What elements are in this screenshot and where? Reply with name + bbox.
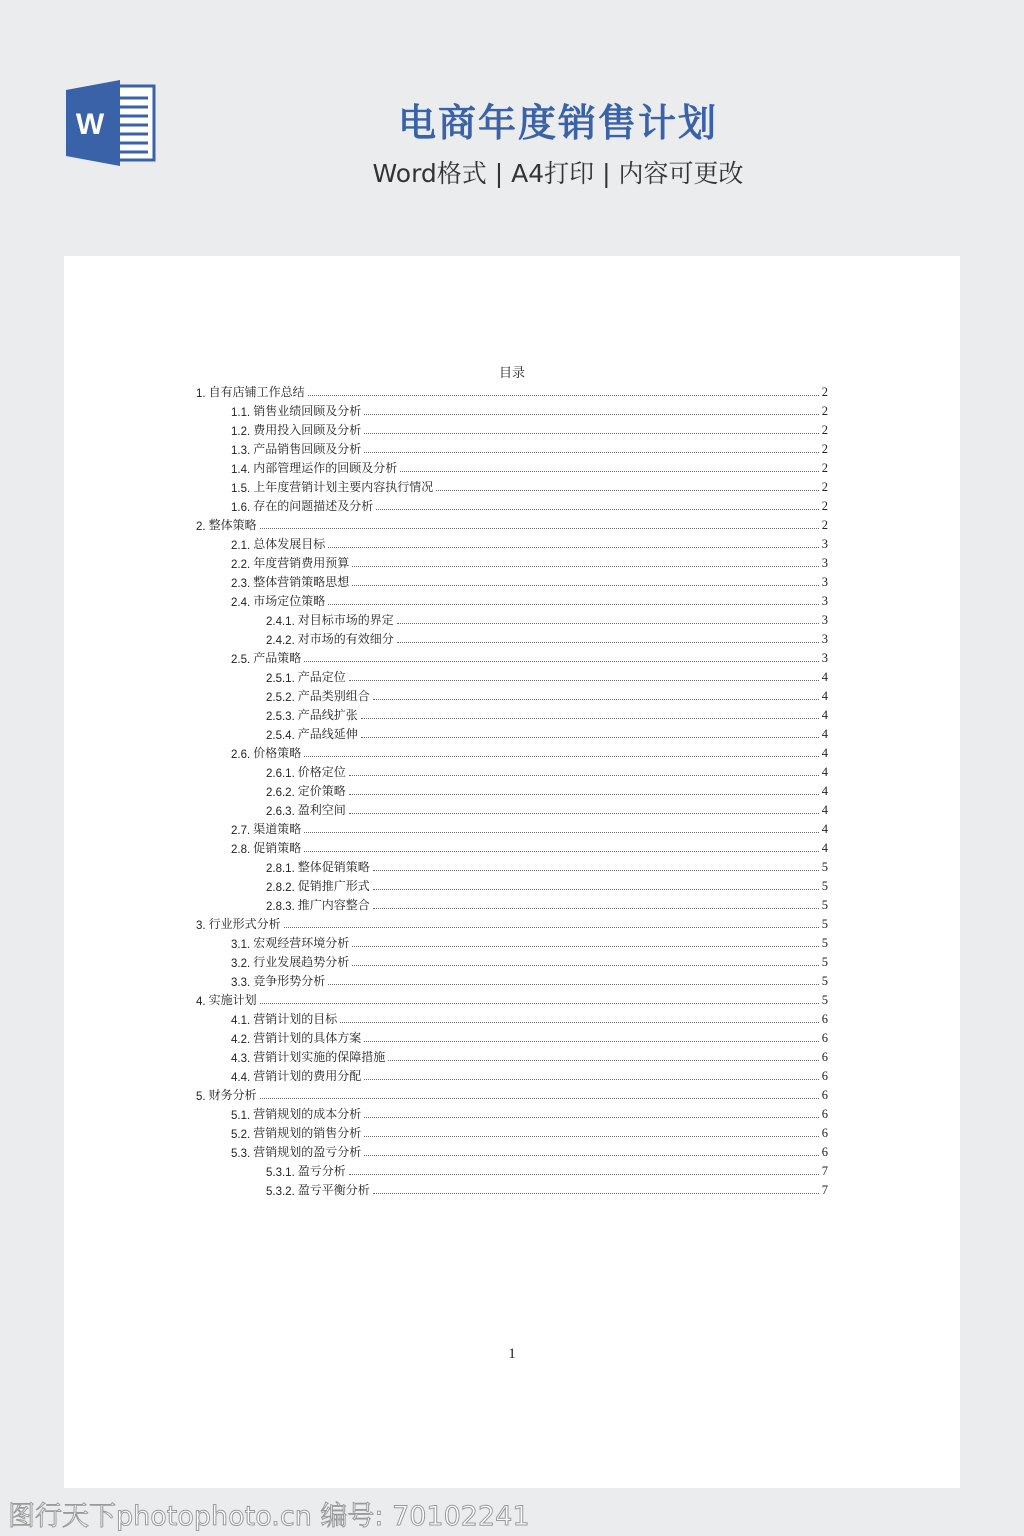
toc-entry-page: 5 (821, 993, 828, 1007)
toc-entry-title: 总体发展目标 (253, 537, 326, 551)
toc-leader-dots (364, 1135, 819, 1137)
toc-entry[interactable] (231, 534, 828, 552)
toc-entry-number: 2.6.2. (266, 787, 295, 799)
toc-entry-number: 2.5. (231, 654, 251, 666)
toc-entry[interactable] (266, 895, 828, 913)
toc-entry[interactable] (231, 496, 828, 514)
toc-entry-number: 2.8.3. (266, 901, 295, 913)
toc-entry[interactable] (231, 952, 828, 970)
toc-entry-number: 5.1. (231, 1110, 251, 1122)
toc-entry[interactable] (266, 1161, 828, 1179)
toc-leader-dots (436, 489, 819, 491)
toc-entry-number: 2.5.1. (266, 673, 295, 685)
toc-entry-page: 2 (821, 518, 828, 532)
toc-entry-number: 4.1. (231, 1015, 251, 1027)
toc-entry-page: 4 (821, 822, 828, 836)
toc-entry-title: 实施计划 (208, 993, 257, 1007)
toc-leader-dots (364, 1116, 819, 1118)
toc-entry-page: 5 (821, 974, 828, 988)
word-logo-icon (66, 80, 158, 166)
toc-entry-title: 财务分析 (208, 1088, 257, 1102)
toc-entry-page: 4 (821, 784, 828, 798)
toc-entry-page: 3 (821, 632, 828, 646)
toc-entry[interactable] (196, 515, 828, 533)
toc-entry-number: 2.4.2. (266, 635, 295, 647)
toc-leader-dots (364, 451, 819, 453)
toc-entry-number: 2.4. (231, 597, 251, 609)
toc-entry-number: 2.1. (231, 540, 251, 552)
toc-leader-dots (373, 1192, 819, 1194)
toc-entry[interactable] (231, 838, 828, 856)
toc-leader-dots (361, 736, 819, 738)
toc-entry[interactable] (266, 800, 828, 818)
toc-entry[interactable] (231, 1009, 828, 1027)
toc-entry-title: 对市场的有效细分 (297, 632, 394, 646)
toc-leader-dots (304, 831, 819, 833)
toc-entry-page: 3 (821, 575, 828, 589)
toc-entry[interactable] (196, 914, 828, 932)
toc-leader-dots (349, 679, 819, 681)
toc-leader-dots (352, 565, 819, 567)
toc-entry-number: 1.3. (231, 445, 251, 457)
toc-entry[interactable] (266, 705, 828, 723)
toc-entry-page: 4 (821, 670, 828, 684)
toc-leader-dots (352, 964, 819, 966)
toc-entry[interactable] (266, 1180, 828, 1198)
toc-leader-dots (400, 470, 819, 472)
toc-entry-page: 5 (821, 898, 828, 912)
toc-entry[interactable] (231, 458, 828, 476)
toc-entry-page: 3 (821, 613, 828, 627)
toc-entry[interactable] (196, 1085, 828, 1103)
toc-entry-number: 3.3. (231, 977, 251, 989)
toc-entry[interactable] (231, 743, 828, 761)
toc-entry[interactable] (266, 762, 828, 780)
toc-entry-page: 6 (821, 1145, 828, 1159)
toc-entry-page: 4 (821, 727, 828, 741)
toc-leader-dots (364, 1154, 819, 1156)
toc-leader-dots (364, 1040, 819, 1042)
toc-entry-title: 营销计划的目标 (253, 1012, 338, 1026)
toc-leader-dots (397, 641, 819, 643)
toc-entry-title: 促销推广形式 (297, 879, 370, 893)
toc-entry[interactable] (266, 724, 828, 742)
toc-leader-dots (304, 660, 819, 662)
toc-leader-dots (328, 603, 819, 605)
toc-entry-number: 1.1. (231, 407, 251, 419)
toc-entry-title: 产品策略 (253, 651, 302, 665)
toc-entry-number: 3.1. (231, 939, 251, 951)
toc-entry-page: 6 (821, 1069, 828, 1083)
toc-entry-page: 6 (821, 1126, 828, 1140)
toc-entry-number: 5.3. (231, 1148, 251, 1160)
toc-entry-title: 产品线延伸 (297, 727, 358, 741)
toc-entry-number: 2.5.2. (266, 692, 295, 704)
toc-entry-number: 2.8. (231, 844, 251, 856)
toc-entry[interactable] (231, 1123, 828, 1141)
toc-entry-page: 3 (821, 556, 828, 570)
toc-entry-title: 推广内容整合 (297, 898, 370, 912)
toc-entry-page: 4 (821, 765, 828, 779)
toc-entry-page: 2 (821, 404, 828, 418)
toc-entry-page: 4 (821, 803, 828, 817)
toc-entry[interactable] (231, 553, 828, 571)
toc-entry-page: 2 (821, 499, 828, 513)
toc-entry-title: 营销规划的销售分析 (253, 1126, 362, 1140)
toc-entry-page: 4 (821, 841, 828, 855)
page-title: 电商年度销售计划 (397, 101, 718, 145)
toc-entry-title: 价格定位 (297, 765, 346, 779)
toc-entry-page: 3 (821, 594, 828, 608)
toc-entry-title: 宏观经营环境分析 (253, 936, 350, 950)
toc-entry-page: 6 (821, 1088, 828, 1102)
toc-entry-title: 产品类别组合 (297, 689, 370, 703)
toc-leader-dots (388, 1059, 819, 1061)
toc-entry[interactable] (196, 382, 828, 400)
toc-entry[interactable] (266, 629, 828, 647)
toc-entry-title: 对目标市场的界定 (297, 613, 394, 627)
toc-entry-title: 营销规划的盈亏分析 (253, 1145, 362, 1159)
toc-entry-number: 1.6. (231, 502, 251, 514)
toc-entry[interactable] (231, 933, 828, 951)
toc-entry-title: 促销策略 (253, 841, 302, 855)
toc-entry-number: 2.6.1. (266, 768, 295, 780)
toc-leader-dots (340, 1021, 819, 1023)
toc-leader-dots (373, 907, 819, 909)
toc-entry-title: 市场定位策略 (253, 594, 326, 608)
toc-entry-number: 4.2. (231, 1034, 251, 1046)
toc-entry[interactable] (231, 1047, 828, 1065)
toc-leader-dots (328, 983, 819, 985)
toc-entry-title: 产品销售回顾及分析 (253, 442, 362, 456)
toc-entry-number: 2.2. (231, 559, 251, 571)
toc-entry[interactable] (231, 1142, 828, 1160)
toc-entry-page: 3 (821, 537, 828, 551)
toc-entry[interactable] (266, 667, 828, 685)
toc-entry-number: 4.3. (231, 1053, 251, 1065)
toc-entry-page: 5 (821, 879, 828, 893)
toc-leader-dots (349, 1173, 819, 1175)
toc-entry[interactable] (231, 1104, 828, 1122)
toc-leader-dots (304, 850, 819, 852)
toc-entry-title: 费用投入回顾及分析 (253, 423, 362, 437)
toc-entry-page: 7 (821, 1164, 828, 1178)
toc-entry-number: 1. (196, 388, 206, 400)
toc-entry-page: 6 (821, 1050, 828, 1064)
toc-entry-title: 盈亏分析 (297, 1164, 346, 1178)
toc-entry-page: 2 (821, 442, 828, 456)
toc-leader-dots (364, 1078, 819, 1080)
toc-entry-title: 行业发展趋势分析 (253, 955, 350, 969)
toc-leader-dots (284, 926, 819, 928)
toc-entry-page: 2 (821, 480, 828, 494)
toc-entry-number: 1.4. (231, 464, 251, 476)
toc-entry-page: 6 (821, 1012, 828, 1026)
page-subtitle: Word格式 | A4打印 | 内容可更改 (372, 159, 744, 188)
toc-leader-dots (361, 717, 819, 719)
toc-entry-number: 2.5.4. (266, 730, 295, 742)
toc-entry[interactable] (231, 971, 828, 989)
toc-entry[interactable] (231, 420, 828, 438)
toc-entry-title: 定价策略 (297, 784, 346, 798)
toc-entry-page: 6 (821, 1031, 828, 1045)
toc-entry-page: 4 (821, 708, 828, 722)
watermark: 图行天下photophoto.cn 编号: 70102241 (8, 1501, 530, 1532)
toc-leader-dots (349, 793, 819, 795)
toc-title: 目录 (498, 366, 525, 381)
logo-letter: W (75, 108, 105, 141)
toc-entry[interactable] (231, 439, 828, 457)
toc-entry-page: 4 (821, 746, 828, 760)
toc-leader-dots (260, 1097, 819, 1099)
toc-entry-page: 2 (821, 423, 828, 437)
toc-leader-dots (352, 584, 819, 586)
toc-entry-title: 存在的问题描述及分析 (253, 499, 374, 513)
toc-entry[interactable] (231, 572, 828, 590)
toc-leader-dots (308, 394, 819, 396)
toc-entry[interactable] (231, 1028, 828, 1046)
toc-entry-title: 营销计划的费用分配 (253, 1069, 362, 1083)
toc-entry-title: 产品线扩张 (297, 708, 358, 722)
toc-entry[interactable] (266, 876, 828, 894)
toc-entry-number: 5.3.2. (266, 1186, 295, 1198)
toc-entry-title: 内部管理运作的回顾及分析 (253, 461, 398, 475)
toc-leader-dots (373, 888, 819, 890)
toc-leader-dots (373, 869, 819, 871)
toc-entry-page: 7 (821, 1183, 828, 1197)
toc-entry-number: 1.2. (231, 426, 251, 438)
toc-entry-title: 年度营销费用预算 (253, 556, 350, 570)
toc-entry[interactable] (231, 1066, 828, 1084)
document-page (64, 256, 960, 1488)
toc-entry-number: 2.6. (231, 749, 251, 761)
toc-leader-dots (304, 755, 819, 757)
toc-entry[interactable] (231, 819, 828, 837)
toc-entry-title: 产品定位 (297, 670, 346, 684)
toc-entry-number: 2.3. (231, 578, 251, 590)
toc-entry-title: 营销规划的成本分析 (253, 1107, 362, 1121)
toc-entry[interactable] (196, 990, 828, 1008)
toc-entry-number: 3. (196, 920, 206, 932)
toc-leader-dots (397, 622, 819, 624)
toc-entry-number: 3.2. (231, 958, 251, 970)
toc-entry-page: 6 (821, 1107, 828, 1121)
toc-entry-number: 5.3.1. (266, 1167, 295, 1179)
toc-entry-number: 4. (196, 996, 206, 1008)
toc-entry-page: 3 (821, 651, 828, 665)
toc-entry-title: 自有店铺工作总结 (208, 385, 305, 399)
toc-entry[interactable] (231, 401, 828, 419)
toc-leader-dots (364, 432, 819, 434)
toc-entry-title: 营销计划实施的保障措施 (253, 1050, 386, 1064)
toc-entry[interactable] (231, 591, 828, 609)
toc-entry-number: 2.7. (231, 825, 251, 837)
toc-entry-number: 1.5. (231, 483, 251, 495)
page-number: 1 (508, 1346, 516, 1362)
toc-entry[interactable] (231, 648, 828, 666)
toc-entry-number: 2.8.2. (266, 882, 295, 894)
toc-entry-number: 2.8.1. (266, 863, 295, 875)
toc-entry[interactable] (266, 686, 828, 704)
toc-entry-title: 整体策略 (208, 518, 257, 532)
toc-leader-dots (328, 546, 819, 548)
toc-leader-dots (352, 945, 819, 947)
toc-leader-dots (260, 527, 819, 529)
toc-leader-dots (364, 413, 819, 415)
toc-entry-number: 2.5.3. (266, 711, 295, 723)
toc-entry-title: 整体营销策略思想 (253, 575, 350, 589)
toc-entry-title: 销售业绩回顾及分析 (253, 404, 362, 418)
toc-entry-number: 2.6.3. (266, 806, 295, 818)
toc-entry-title: 竞争形势分析 (253, 974, 326, 988)
toc-entry[interactable] (231, 477, 828, 495)
toc-entry-number: 5. (196, 1091, 206, 1103)
toc-leader-dots (349, 774, 819, 776)
toc-entry-title: 行业形式分析 (208, 917, 281, 931)
toc-entry-number: 2.4.1. (266, 616, 295, 628)
toc-entry-page: 2 (821, 461, 828, 475)
toc-entry-title: 上年度营销计划主要内容执行情况 (253, 480, 434, 494)
toc-entry-page: 5 (821, 955, 828, 969)
toc-entry-page: 5 (821, 917, 828, 931)
toc-entry-page: 5 (821, 860, 828, 874)
toc-entry-title: 营销计划的具体方案 (253, 1031, 362, 1045)
toc-entry-page: 4 (821, 689, 828, 703)
toc-leader-dots (376, 508, 819, 510)
toc-entry-title: 渠道策略 (253, 822, 302, 836)
toc-entry-page: 2 (821, 385, 828, 399)
toc-leader-dots (373, 698, 819, 700)
toc-entry[interactable] (266, 610, 828, 628)
toc-entry-title: 价格策略 (253, 746, 302, 760)
toc-entry-title: 整体促销策略 (297, 860, 370, 874)
toc-entry-number: 2. (196, 521, 206, 533)
toc-entry[interactable] (266, 781, 828, 799)
toc-entry-title: 盈亏平衡分析 (297, 1183, 370, 1197)
toc-entry-title: 盈利空间 (297, 803, 346, 817)
toc-leader-dots (349, 812, 819, 814)
toc-entry-page: 5 (821, 936, 828, 950)
toc-entry-number: 5.2. (231, 1129, 251, 1141)
toc-entry[interactable] (266, 857, 828, 875)
toc-entry-number: 4.4. (231, 1072, 251, 1084)
toc-leader-dots (260, 1002, 819, 1004)
